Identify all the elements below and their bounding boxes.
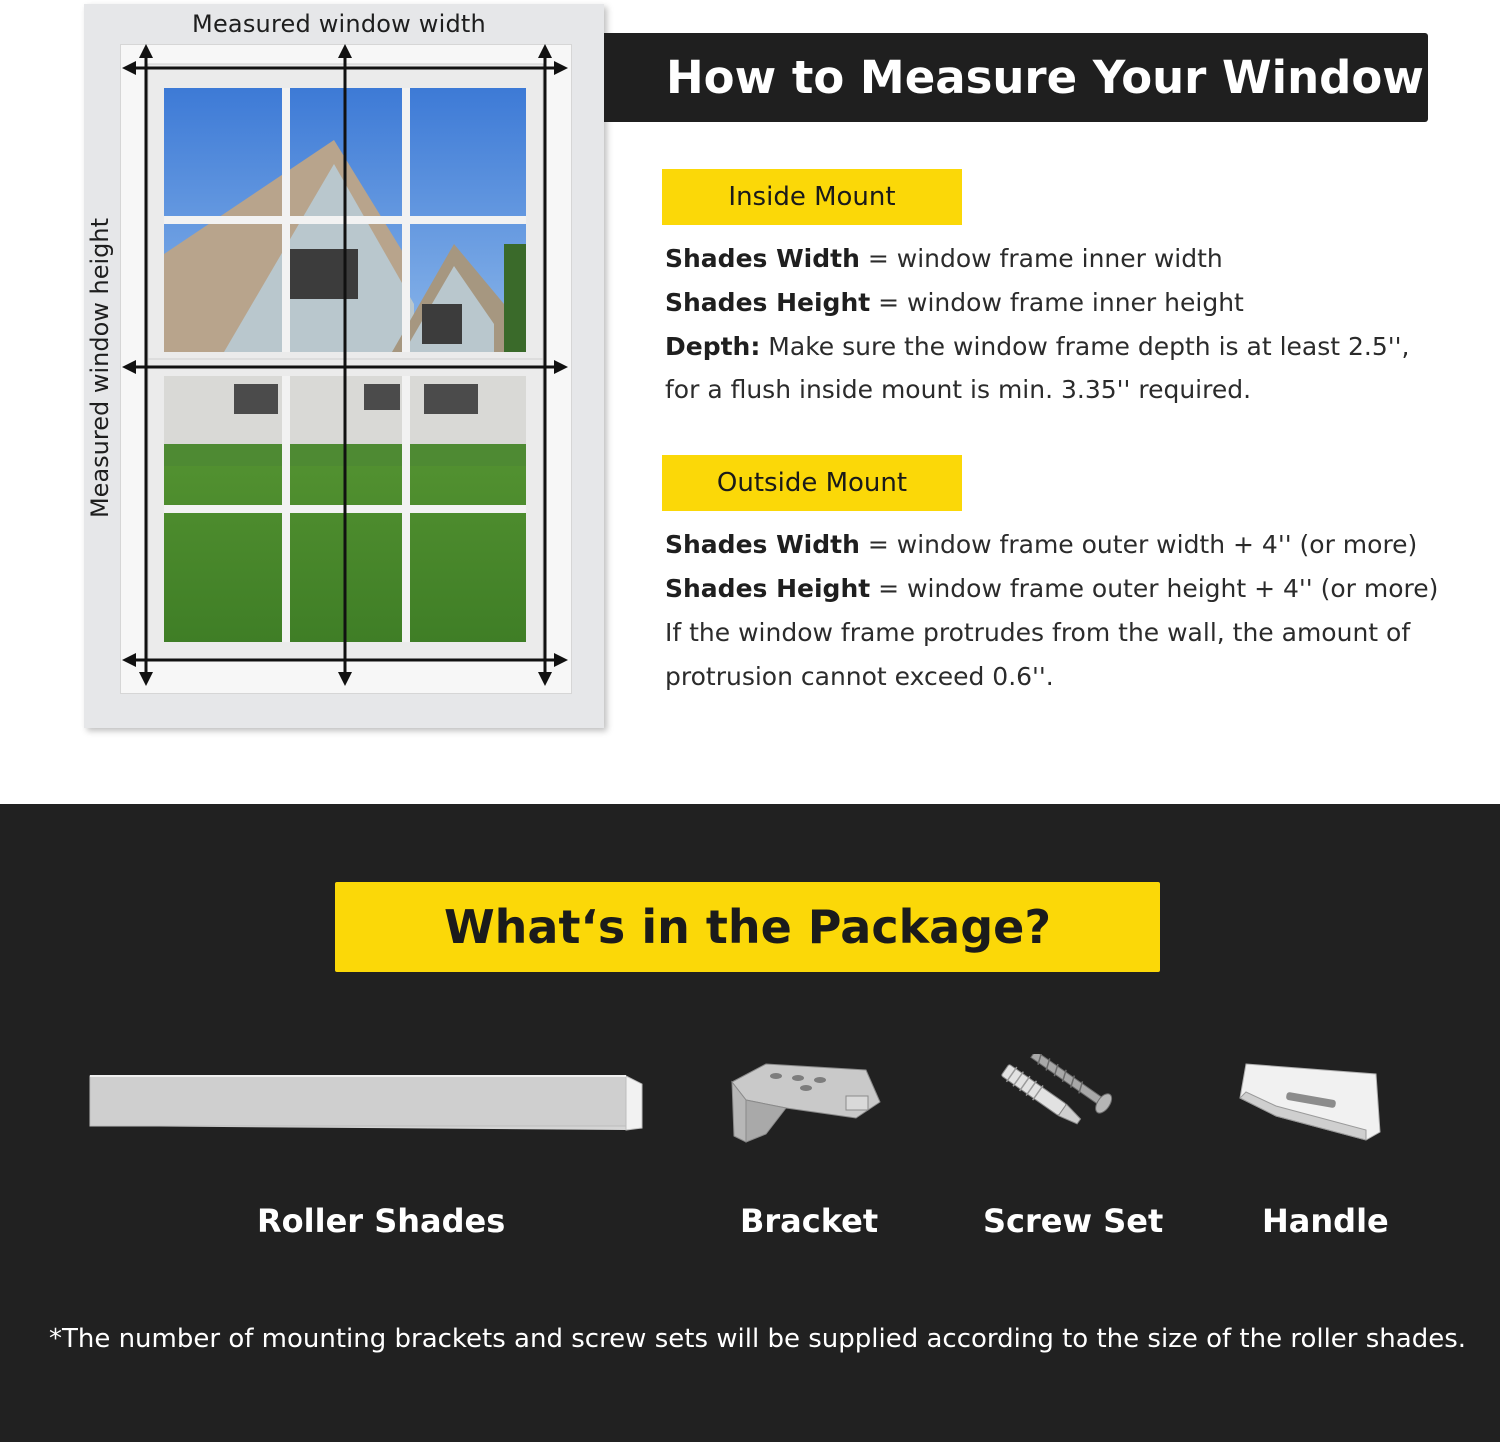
bracket-icon bbox=[726, 1056, 886, 1148]
inside-height-term: Shades Height bbox=[665, 288, 871, 317]
outside-height-term: Shades Height bbox=[665, 574, 871, 603]
bracket-label: Bracket bbox=[740, 1202, 879, 1240]
inside-depth-text: Make sure the window frame depth is at least 2.5'', bbox=[760, 332, 1410, 361]
screw-set-label: Screw Set bbox=[983, 1202, 1164, 1240]
screw-set-icon bbox=[984, 1054, 1114, 1152]
outside-height-spec bbox=[665, 574, 1438, 603]
outside-height-text: = window frame outer height + 4'' (or more) bbox=[870, 574, 1439, 603]
measured-width-caption: Measured window width bbox=[192, 10, 486, 38]
measure-heading-bar bbox=[604, 33, 1428, 122]
measured-height-caption: Measured window height bbox=[86, 217, 114, 519]
outside-width-spec bbox=[665, 530, 1417, 559]
inside-mount-label: Inside Mount bbox=[662, 169, 962, 225]
inside-width-spec bbox=[665, 244, 1223, 273]
outside-width-term: Shades Width bbox=[665, 530, 860, 559]
outside-mount-label: Outside Mount bbox=[662, 455, 962, 511]
package-section bbox=[0, 804, 1500, 1442]
inside-depth-term: Depth: bbox=[665, 332, 761, 361]
outside-protrusion-note-line2: protrusion cannot exceed 0.6''. bbox=[665, 662, 1054, 691]
roller-shades-label: Roller Shades bbox=[257, 1202, 506, 1240]
inside-depth-spec-line2: for a flush inside mount is min. 3.35'' required. bbox=[665, 375, 1252, 404]
inside-width-term: Shades Width bbox=[665, 244, 860, 273]
outside-protrusion-note: If the window frame protrudes from the wall, the amount of bbox=[665, 618, 1411, 647]
roller-shade-icon bbox=[86, 1070, 646, 1136]
window-illustration bbox=[84, 4, 604, 728]
outside-width-text: = window frame outer width + 4'' (or more) bbox=[859, 530, 1418, 559]
handle-label: Handle bbox=[1262, 1202, 1389, 1240]
inside-depth-spec bbox=[665, 332, 1409, 361]
package-heading-bar bbox=[335, 882, 1160, 972]
package-footnote: *The number of mounting brackets and screw sets will be supplied according to the size of the roller shades. bbox=[48, 1324, 1467, 1354]
window-photo bbox=[84, 4, 604, 728]
inside-width-text: = window frame inner width bbox=[859, 244, 1223, 273]
measure-title: How to Measure Your Window bbox=[666, 51, 1424, 104]
handle-icon bbox=[1236, 1060, 1386, 1146]
inside-height-spec bbox=[665, 288, 1244, 317]
inside-height-text: = window frame inner height bbox=[870, 288, 1244, 317]
package-title: What‘s in the Package? bbox=[443, 900, 1052, 954]
